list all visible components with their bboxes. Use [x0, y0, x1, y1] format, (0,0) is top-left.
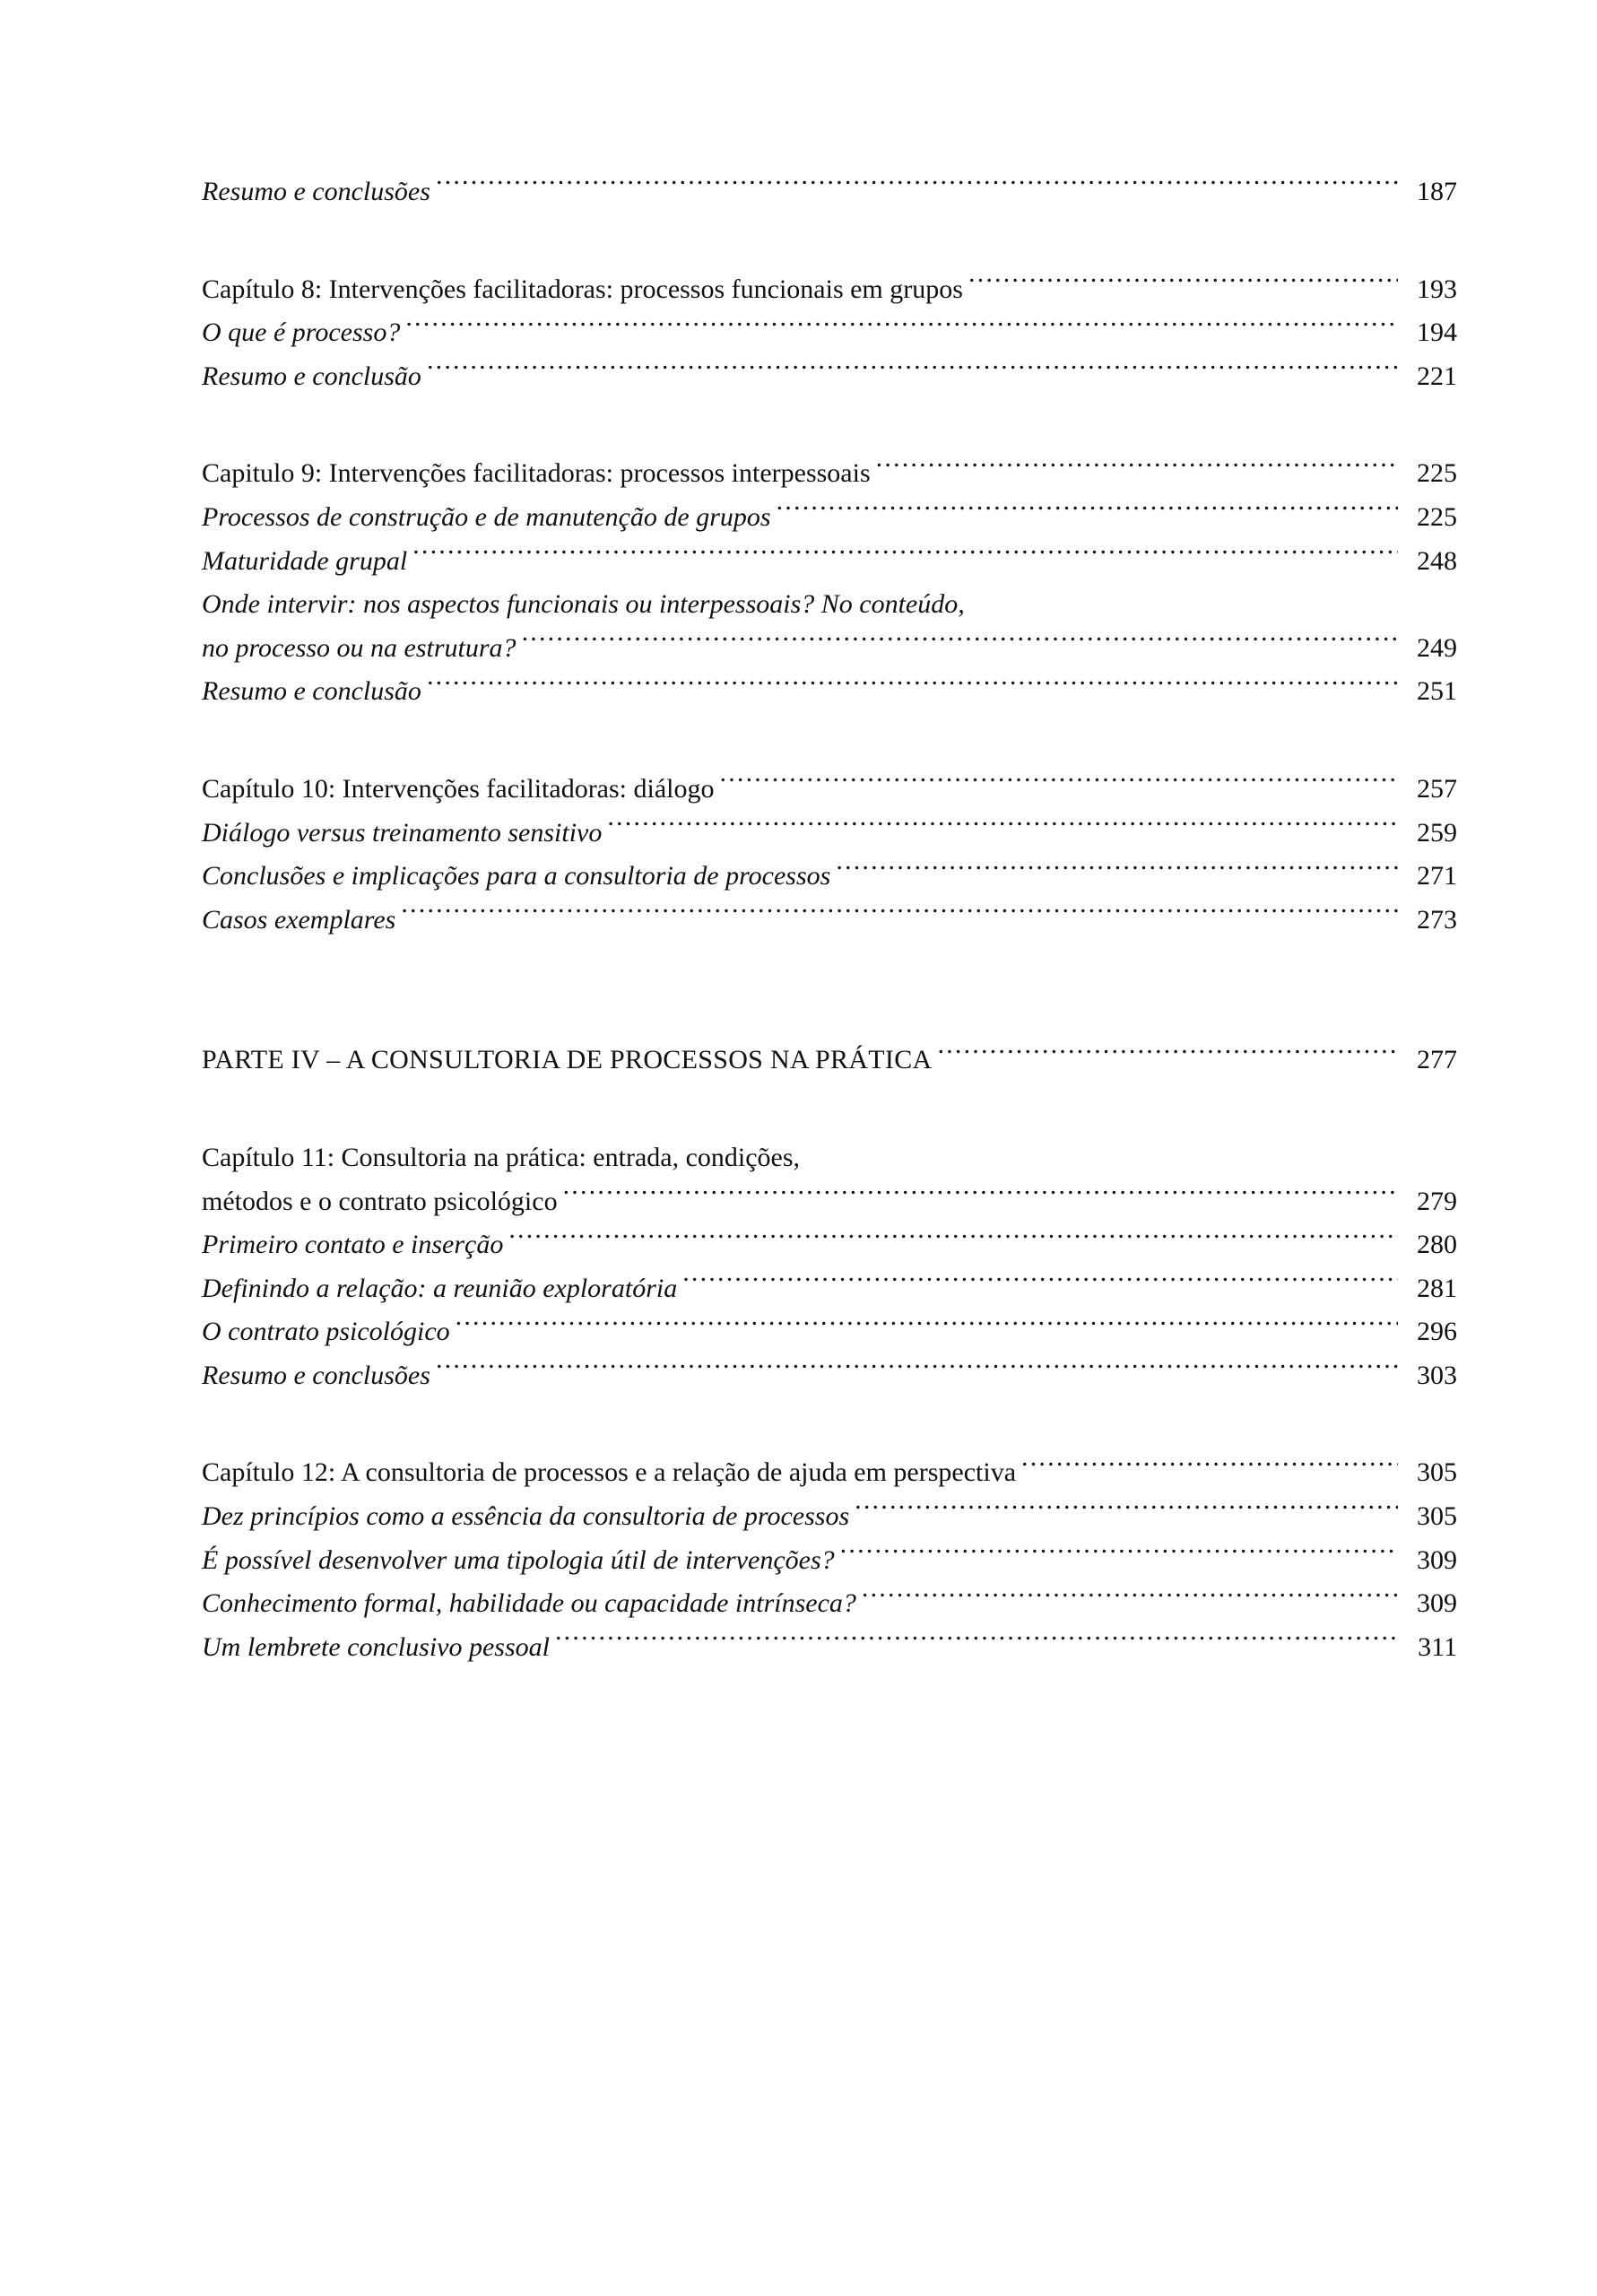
- toc-leader-dots: [405, 314, 1398, 341]
- spacer: [202, 942, 1457, 1039]
- toc-entry[interactable]: [202, 1582, 1457, 1626]
- toc-entry[interactable]: [202, 768, 1457, 812]
- toc-entry-page: 257: [1417, 773, 1457, 804]
- toc-group: [202, 268, 1457, 399]
- toc-entry[interactable]: [202, 540, 1457, 584]
- toc-entry-label: Capitulo 9: Intervenções facilitadoras: processos interpessoais: [202, 458, 871, 489]
- toc-leader-dots: [862, 1585, 1398, 1612]
- toc-entry-label: Definindo a relação: a reunião exploratória: [202, 1273, 678, 1303]
- toc-group-part: [202, 1039, 1457, 1083]
- toc-leader-dots: [563, 1183, 1398, 1210]
- toc-entry-page: 248: [1417, 545, 1457, 576]
- toc-entry-page: 251: [1417, 676, 1457, 707]
- toc-entry[interactable]: [202, 670, 1457, 714]
- toc-entry-page: 187: [1417, 177, 1457, 206]
- spacer: [202, 1083, 1457, 1136]
- toc-group: [202, 170, 1457, 214]
- toc-part-label: PARTE IV – A CONSULTORIA DE PROCESSOS NA PRÁTICA: [202, 1045, 933, 1075]
- toc-entry-label: O que é processo?: [202, 317, 401, 348]
- toc-entry-page: 273: [1417, 904, 1457, 935]
- toc-entry[interactable]: [202, 496, 1457, 540]
- toc-entry-label: Conclusões e implicações para a consultoria de processos: [202, 861, 831, 891]
- toc-entry-label: O contrato psicológico: [202, 1317, 450, 1347]
- toc-entry[interactable]: [202, 1223, 1457, 1267]
- toc-part-page: 277: [1417, 1045, 1457, 1075]
- toc-entry[interactable]: [202, 355, 1457, 399]
- toc-entry[interactable]: [202, 1354, 1457, 1398]
- toc-entry-label: Um lembrete conclusivo pessoal: [202, 1631, 550, 1662]
- toc-entry[interactable]: [202, 627, 1457, 671]
- toc-leader-dots: [607, 814, 1398, 841]
- toc-leader-dots: [836, 857, 1398, 884]
- toc-entry-label: Resumo e conclusão: [202, 676, 421, 707]
- toc-leader-dots: [840, 1542, 1398, 1569]
- toc-entry[interactable]: [202, 268, 1457, 312]
- toc-group: [202, 452, 1457, 714]
- toc-entry-label: Maturidade grupal: [202, 545, 408, 576]
- toc-entry[interactable]: [202, 1539, 1457, 1583]
- toc-leader-dots: [412, 543, 1398, 570]
- toc-entry-continuation: Onde intervir: nos aspectos funcionais ou interpessoais? No conteúdo,: [202, 589, 965, 620]
- toc-entry-label: Conhecimento formal, habilidade ou capacidade intrínseca?: [202, 1588, 856, 1619]
- toc-group: [202, 1451, 1457, 1669]
- toc-entry-page: 259: [1417, 817, 1457, 848]
- toc-entry-page: 279: [1417, 1186, 1457, 1216]
- toc-entry[interactable]: [202, 311, 1457, 355]
- toc-entry-page: 193: [1417, 274, 1457, 304]
- toc-entry[interactable]: [202, 812, 1457, 856]
- toc-entry[interactable]: [202, 452, 1457, 496]
- toc-leader-dots: [522, 630, 1398, 657]
- toc-leader-dots: [876, 455, 1398, 482]
- toc-leader-dots: [456, 1313, 1398, 1340]
- toc-entry-page: 309: [1417, 1588, 1457, 1619]
- toc-entry[interactable]: [202, 170, 1457, 214]
- toc-group: [202, 768, 1457, 942]
- toc-entry-page: 311: [1418, 1631, 1457, 1662]
- toc-leader-dots: [427, 673, 1398, 700]
- toc-leader-dots: [401, 901, 1398, 928]
- toc-leader-dots: [968, 271, 1398, 298]
- toc-entry-label: É possível desenvolver uma tipologia útil de intervenções?: [202, 1544, 835, 1575]
- toc-entry[interactable]: [202, 899, 1457, 943]
- toc-entry-label: Processos de construção e de manutenção de grupos: [202, 501, 771, 532]
- toc-entry-label: Dez princípios como a essência da consultoria de processos: [202, 1501, 850, 1532]
- toc-entry-label: Resumo e conclusões: [202, 1360, 430, 1390]
- toc-entry-label: Capítulo 12: A consultoria de processos e a relação de ajuda em perspectiva: [202, 1457, 1017, 1488]
- toc-leader-dots: [436, 1357, 1398, 1384]
- toc-entry-page: 280: [1417, 1230, 1457, 1260]
- toc-entry[interactable]: [202, 1626, 1457, 1670]
- toc-entry-page: 221: [1417, 361, 1457, 391]
- toc-entry-page: 271: [1417, 861, 1457, 891]
- toc-leader-dots: [777, 499, 1398, 526]
- toc-entry-page: 225: [1417, 501, 1457, 532]
- toc-leader-dots: [855, 1498, 1398, 1525]
- toc-leader-dots: [682, 1270, 1398, 1297]
- toc-entry[interactable]: [202, 1267, 1457, 1311]
- toc-entry-page: 249: [1417, 632, 1457, 663]
- toc-list: [202, 170, 1457, 1669]
- toc-entry-page: 281: [1417, 1273, 1457, 1303]
- toc-entry-label: no processo ou na estrutura?: [202, 632, 516, 663]
- toc-entry-label: Resumo e conclusões: [202, 177, 430, 206]
- toc-entry[interactable]: [202, 1180, 1457, 1224]
- toc-leader-dots: [427, 358, 1398, 385]
- toc-leader-dots: [555, 1629, 1398, 1656]
- toc-entry-page: 296: [1417, 1317, 1457, 1347]
- toc-entry[interactable]: [202, 1495, 1457, 1539]
- toc-entry-page: 194: [1417, 317, 1457, 348]
- spacer: [202, 714, 1457, 768]
- toc-entry-label: métodos e o contrato psicológico: [202, 1186, 558, 1216]
- toc-leader-dots: [937, 1041, 1398, 1068]
- toc-leader-dots: [720, 770, 1399, 797]
- toc-leader-dots: [1021, 1454, 1398, 1481]
- toc-leader-dots: [508, 1226, 1398, 1253]
- toc-entry-page: 303: [1417, 1360, 1457, 1390]
- toc-entry-page: 305: [1417, 1457, 1457, 1488]
- toc-entry-page: 309: [1417, 1544, 1457, 1575]
- toc-entry-page: 305: [1417, 1501, 1457, 1532]
- spacer: [202, 398, 1457, 452]
- toc-entry-label: Primeiro contato e inserção: [202, 1230, 504, 1260]
- toc-entry[interactable]: [202, 1451, 1457, 1495]
- toc-entry-label: Resumo e conclusão: [202, 361, 421, 391]
- toc-entry[interactable]: [202, 855, 1457, 899]
- spacer: [202, 214, 1457, 268]
- toc-group: [202, 1136, 1457, 1398]
- toc-part-entry[interactable]: [202, 1039, 1457, 1083]
- toc-entry-label: Diálogo versus treinamento sensitivo: [202, 817, 603, 848]
- toc-entry-label: Capítulo 8: Intervenções facilitadoras: processos funcionais em grupos: [202, 274, 963, 304]
- toc-entry-continuation: Capítulo 11: Consultoria na prática: entrada, condições,: [202, 1142, 801, 1172]
- toc-entry[interactable]: [202, 1310, 1457, 1354]
- spacer: [202, 1397, 1457, 1451]
- toc-leader-dots: [436, 173, 1398, 200]
- toc-entry-page: 225: [1417, 458, 1457, 489]
- toc-entry-label: Capítulo 10: Intervenções facilitadoras: diálogo: [202, 773, 715, 804]
- toc-entry-label: Casos exemplares: [202, 904, 396, 935]
